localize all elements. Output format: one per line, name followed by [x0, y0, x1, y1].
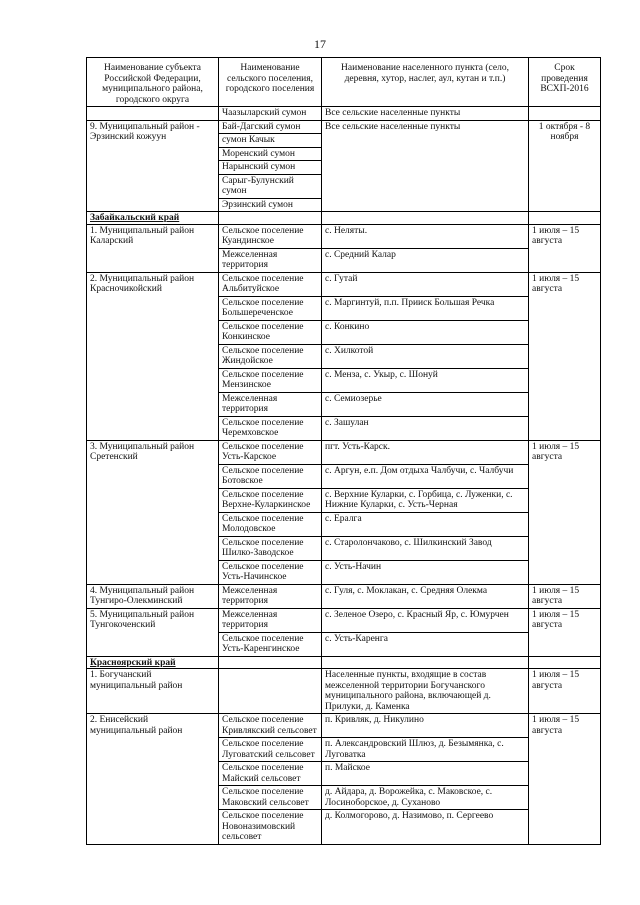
district-cell: 1. Муниципальный район Каларский [87, 224, 219, 272]
locality-cell: с. Средний Калар [322, 248, 529, 272]
settlement-cell: Сельское поселение Черемховское [219, 416, 322, 440]
locality-cell: Все сельские населенные пункты [322, 120, 529, 212]
settlement-cell: Сельское поселение Большереченское [219, 296, 322, 320]
locality-cell: с. Усть-Каренга [322, 632, 529, 656]
region-row [87, 212, 601, 225]
settlement-cell: Межселенная территория [219, 608, 322, 632]
settlement-cell: Сарыг-Булунский сумон [219, 174, 322, 198]
header-locality: Наименование населенного пункта (село, деревня, хутор, наслег, аул, кутан и т.п.) [322, 58, 529, 107]
settlement-cell: Сельское поселение Луговатский сельсовет [219, 738, 322, 762]
header-settlement: Наименование сельского поселения, городского поселения [219, 58, 322, 107]
locality-cell: Населенные пункты, входящие в состав межселенной территории Богучанского муниципального района, включающей д. Прилуки, д. Каменка [322, 669, 529, 714]
table-row [87, 584, 601, 608]
locality-cell: с. Усть-Начин [322, 560, 529, 584]
region-heading: Красноярский край [87, 656, 219, 669]
district-cell: 3. Муниципальный район Сретенский [87, 440, 219, 584]
locality-cell: пгт. Усть-Карск. [322, 440, 529, 464]
locality-cell: с. Гутай [322, 272, 529, 296]
settlement-cell: Чаазыларский сумон [219, 107, 322, 121]
region-heading: Забайкальский край [87, 212, 219, 225]
period-cell: 1 июля – 15 августа [529, 669, 601, 714]
settlement-cell: Межселенная территория [219, 248, 322, 272]
settlement-cell: Сельское поселение Майский сельсовет [219, 762, 322, 786]
locality-cell: д. Айдара, д. Ворожейка, с. Маковское, с. Лосиноборское, д. Суханово [322, 786, 529, 810]
period-cell: 1 июля – 15 августа [529, 224, 601, 272]
table-row [87, 440, 601, 464]
table-row [87, 272, 601, 296]
table-row [87, 120, 601, 134]
district-cell: 4. Муниципальный район Тунгиро-Олекминский [87, 584, 219, 608]
period-cell: 1 октября - 8 ноября [529, 120, 601, 212]
locality-cell: д. Колмогорово, д. Назимово, п. Сергеево [322, 810, 529, 845]
settlement-cell: Сельское поселение Маковский сельсовет [219, 786, 322, 810]
locality-cell: с. Неляты. [322, 224, 529, 248]
district-cell: 9. Муниципальный район - Эрзинский кожуун [87, 120, 219, 212]
settlement-cell: Межселенная территория [219, 392, 322, 416]
settlement-cell: Эрзинский сумон [219, 198, 322, 212]
settlement-cell: Сельское поселение Усть-Начинское [219, 560, 322, 584]
locality-cell: с. Маргинтуй, п.п. Прииск Большая Речка [322, 296, 529, 320]
settlement-cell: Сельское поселение Куандинское [219, 224, 322, 248]
settlement-cell: Сельское поселение Молодовское [219, 512, 322, 536]
settlement-cell: Сельское поселение Кривлякский сельсовет [219, 714, 322, 738]
settlement-cell: Межселенная территория [219, 584, 322, 608]
locality-cell: с. Зашулан [322, 416, 529, 440]
locality-cell: п. Кривляк, д. Никулино [322, 714, 529, 738]
census-table [86, 57, 601, 845]
locality-cell: с. Менза, с. Укыр, с. Шонуй [322, 368, 529, 392]
settlement-cell: Сельское поселение Конкинское [219, 320, 322, 344]
period-cell: 1 июля – 15 августа [529, 440, 601, 584]
table-row [87, 608, 601, 632]
district-cell: 1. Богучанский муниципальный район [87, 669, 219, 714]
period-cell: 1 июля – 15 августа [529, 608, 601, 656]
table-row [87, 669, 601, 714]
district-cell: 5. Муниципальный район Тунгокоченский [87, 608, 219, 656]
locality-cell: Все сельские населенные пункты [322, 107, 529, 121]
table-header-row [87, 58, 601, 107]
settlement-cell: Сельское поселение Усть-Каренгинское [219, 632, 322, 656]
locality-cell: п. Александровский Шлюз, д. Безымянка, с. Луговатка [322, 738, 529, 762]
locality-cell: с. Семиозерье [322, 392, 529, 416]
locality-cell: с. Аргун, е.п. Дом отдыха Чалбучи, с. Чалбучи [322, 464, 529, 488]
period-cell: 1 июля – 15 августа [529, 272, 601, 440]
settlement-cell: Нарынский сумон [219, 161, 322, 175]
locality-cell: с. Гуля, с. Моклакан, с. Средняя Олекма [322, 584, 529, 608]
settlement-cell: Сельское поселение Шилко-Заводское [219, 536, 322, 560]
settlement-cell: Сельское поселение Новоназимовский сельсовет [219, 810, 322, 845]
locality-cell: с. Верхние Куларки, с. Горбица, с. Луженки, с. Нижние Куларки, с. Усть-Черная [322, 488, 529, 512]
header-subject: Наименование субъекта Российской Федерации, муниципального района, городского округа [87, 58, 219, 107]
settlement-cell: Моренский сумон [219, 147, 322, 161]
settlement-cell: Сельское поселение Альбитуйское [219, 272, 322, 296]
locality-cell: с. Хилкотой [322, 344, 529, 368]
district-cell: 2. Муниципальный район Красночикойский [87, 272, 219, 440]
district-cell: 2. Енисейский муниципальный район [87, 714, 219, 845]
settlement-cell: Бай-Дагский сумон [219, 120, 322, 134]
settlement-cell: Сельское поселение Верхне-Куларкинское [219, 488, 322, 512]
locality-cell: п. Майское [322, 762, 529, 786]
settlement-cell: Сельское поселение Мензинское [219, 368, 322, 392]
settlement-cell: Сельское поселение Ботовское [219, 464, 322, 488]
locality-cell: с. Старолончаково, с. Шилкинский Завод [322, 536, 529, 560]
locality-cell: с. Зеленое Озеро, с. Красный Яр, с. Юмурчен [322, 608, 529, 632]
table-row [87, 714, 601, 738]
table-row [87, 107, 601, 121]
page-number: 17 [314, 37, 326, 51]
table-row [87, 224, 601, 248]
locality-cell: с. Ералга [322, 512, 529, 536]
settlement-cell: Сельское поселение Жиндойское [219, 344, 322, 368]
period-cell: 1 июля – 15 августа [529, 714, 601, 845]
period-cell: 1 июля – 15 августа [529, 584, 601, 608]
region-row [87, 656, 601, 669]
settlement-cell: сумон Качык [219, 134, 322, 148]
header-period: Срок проведения ВСХП-2016 [529, 58, 601, 107]
locality-cell: с. Конкино [322, 320, 529, 344]
settlement-cell: Сельское поселение Усть-Карское [219, 440, 322, 464]
